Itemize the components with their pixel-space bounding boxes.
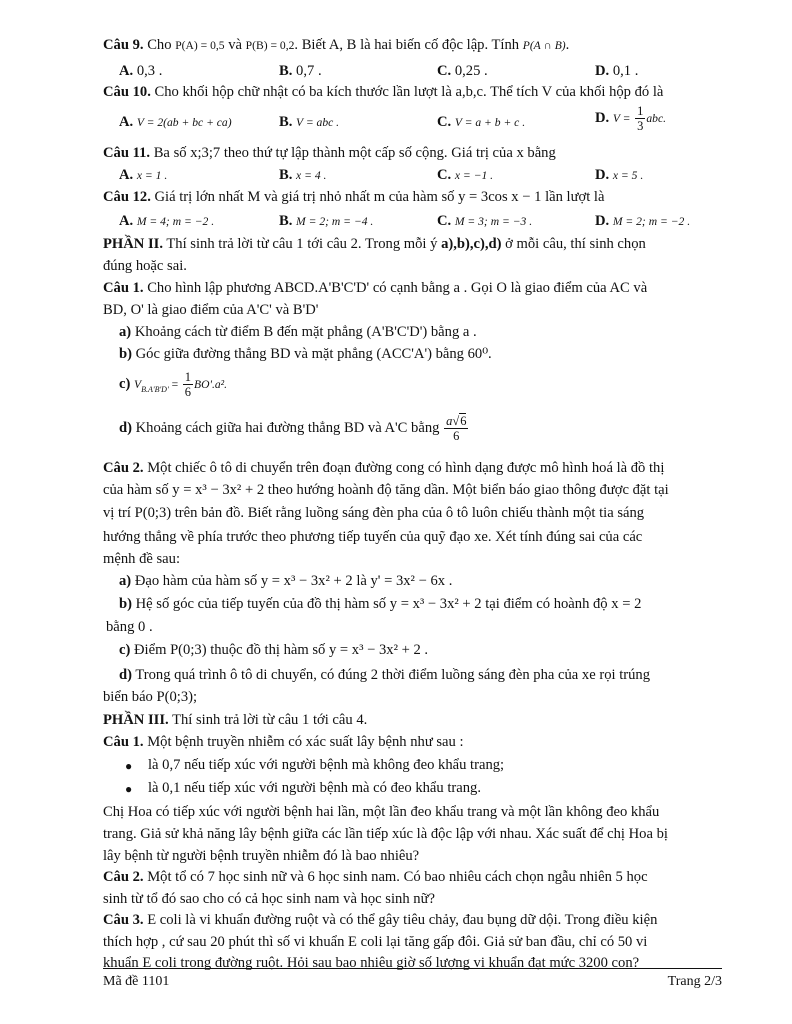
- q12-stem: Câu 12. Giá trị lớn nhất M và giá trị nhỏ nhất m của hàm số y = 3cos x − 1 lần lượt là: [103, 189, 605, 205]
- p2q1-b: b) Góc giữa đường thẳng BD và mặt phẳng (ACC'A') bằng 60⁰.: [119, 346, 492, 362]
- p2q2-line3: vị trí P(0;3) trên bản đồ. Biết rằng luồng sáng đèn pha của ô tô luôn chiếu thành một tia sáng: [103, 505, 645, 521]
- bullet-icon: ●: [125, 782, 133, 796]
- p2q1-d: d) Khoảng cách giữa hai đường thẳng BD và A'C bằng $\frac{a√6}{6}$: [119, 414, 467, 444]
- p3q1-bullet-2: là 0,1 nếu tiếp xúc với người bệnh mà có đeo khẩu trang.: [148, 780, 481, 796]
- p3q1-line3: trang. Giả sử khả năng lây bệnh giữa các lần tiếp xúc là độc lập với nhau. Xác suất để chị Hoa bị: [103, 826, 668, 842]
- p3q3-line2: thích hợp , cứ sau 20 phút thì số vi khuẩn E coli lại tăng gấp đôi. Giả sử ban đầu, chỉ có 50 vi: [103, 934, 648, 950]
- q9-option-a: A. 0,3 .: [119, 63, 163, 79]
- q11-option-b: B. x = 4 .: [279, 167, 327, 183]
- p3q1-stem: Câu 1. Một bệnh truyền nhiễm có xác suất lây bệnh như sau :: [103, 734, 464, 750]
- p2q2-d: d) Trong quá trình ô tô di chuyển, có đúng 2 thời điểm luồng sáng đèn pha của xe rọi trúng: [119, 667, 651, 683]
- q9-option-c: C. 0,25 .: [437, 63, 488, 79]
- q11-option-a: A. x = 1 .: [119, 167, 168, 183]
- q11-option-d: D. x = 5 .: [595, 167, 644, 183]
- p2q2-line4: hướng thẳng về phía trước theo phương tiếp tuyến của quỹ đạo xe. Xét tính đúng sai của các: [103, 529, 643, 545]
- p2q2-stem: Câu 2. Một chiếc ô tô di chuyển trên đoạn đường cong có hình dạng được mô hình hoá là đồ thị: [103, 460, 665, 476]
- p2q1-stem: Câu 1. Cho hình lập phương ABCD.A'B'C'D' có cạnh bằng a . Gọi O là giao điểm của AC và: [103, 280, 648, 296]
- q12-option-c: C. M = 3; m = −3 .: [437, 213, 533, 229]
- q10-option-b: B. V = abc .: [279, 114, 340, 130]
- part2-heading: PHẦN II. Thí sinh trả lời từ câu 1 tới câu 2. Trong mỗi ý a),b),c),d) ở mỗi câu, thí sinh chọn: [103, 236, 646, 252]
- q10-option-c: C. V = a + b + c .: [437, 114, 526, 130]
- q12-option-a: A. M = 4; m = −2 .: [119, 213, 215, 229]
- exam-code: Mã đề 1101: [103, 974, 170, 989]
- p3q3-stem: Câu 3. E coli là vi khuẩn đường ruột và có thể gây tiêu chảy, đau bụng dữ dội. Trong điều kiện: [103, 912, 658, 928]
- q10-stem: Câu 10. Cho khối hộp chữ nhật có ba kích thước lần lượt là a,b,c. Thể tích V của khối hộp đó là: [103, 84, 664, 100]
- p2q2-b: b) Hệ số góc của tiếp tuyến của đồ thị hàm số y = x³ − 3x² + 2 tại điểm có hoành độ x = 2: [119, 596, 642, 612]
- q12-option-b: B. M = 2; m = −4 .: [279, 213, 374, 229]
- p2q2-line2: của hàm số y = x³ − 3x² + 2 theo hướng hoành độ tăng dần. Một biển báo giao thông được đặt tại: [103, 482, 669, 498]
- part3-heading: PHẦN III. Thí sinh trả lời từ câu 1 tới câu 4.: [103, 712, 368, 728]
- p2q2-d-cont: biển báo P(0;3);: [103, 689, 198, 705]
- p3q1-line2: Chị Hoa có tiếp xúc với người bệnh hai lần, một lần đeo khẩu trang và một lần không đeo khẩu: [103, 804, 660, 820]
- q9-label: Câu 9.: [103, 37, 144, 53]
- p3q1-line4: lây bệnh từ người bệnh truyền nhiễm đó là bao nhiêu?: [103, 848, 420, 864]
- q9-stem: Câu 9. Cho P(A) = 0,5 và P(B) = 0,2. Biết A, B là hai biến cố độc lập. Tính P(A ∩ B).: [103, 37, 570, 53]
- part2-line2: đúng hoặc sai.: [103, 258, 187, 274]
- q9-option-b: B. 0,7 .: [279, 63, 322, 79]
- q12-option-d: D. M = 2; m = −2 .: [595, 213, 691, 229]
- p2q2-a: a) Đạo hàm của hàm số y = x³ − 3x² + 2 là y' = 3x² − 6x .: [119, 573, 453, 589]
- q9-option-d: D. 0,1 .: [595, 63, 639, 79]
- q11-option-c: C. x = −1 .: [437, 167, 494, 183]
- q10-option-d: D. V = $\frac{1}{3}$ abc.: [595, 104, 667, 134]
- p2q2-line5: mệnh đề sau:: [103, 551, 181, 567]
- p2q2-c: c) Điểm P(0;3) thuộc đồ thị hàm số y = x³ − 3x² + 2 .: [119, 642, 429, 658]
- p2q2-b-cont: bằng 0 .: [106, 619, 153, 635]
- q10-option-a: A. V = 2(ab + bc + ca): [119, 114, 232, 130]
- footer-divider: [103, 968, 722, 969]
- p2q1-stem-line2: BD, O' là giao điểm của A'C' và B'D': [103, 302, 319, 318]
- p2q1-a: a) Khoảng cách từ điểm B đến mặt phẳng (A'B'C'D') bằng a .: [119, 324, 477, 340]
- bullet-icon: ●: [125, 759, 133, 773]
- p3q3-line3: khuẩn E coli trong đường ruột. Hỏi sau bao nhiêu giờ số lượng vi khuẩn đạt mức 3200 con?: [103, 955, 640, 971]
- p3q2-stem: Câu 2. Một tổ có 7 học sinh nữ và 6 học sinh nam. Có bao nhiêu cách chọn ngẫu nhiên 5 học: [103, 869, 648, 885]
- page-number: Trang 2/3: [667, 974, 722, 989]
- p3q1-bullet-1: là 0,7 nếu tiếp xúc với người bệnh mà không đeo khẩu trang;: [148, 757, 505, 773]
- q11-stem: Câu 11. Ba số x;3;7 theo thứ tự lập thành một cấp số cộng. Giá trị của x bằng: [103, 145, 556, 161]
- p2q1-c: c) $V_{B.A'B'D'}$ = $\frac{1}{6}$ BO'.a².: [119, 370, 228, 400]
- p3q2-line2: sinh từ tổ đó sao cho có cả học sinh nam và học sinh nữ?: [103, 891, 435, 907]
